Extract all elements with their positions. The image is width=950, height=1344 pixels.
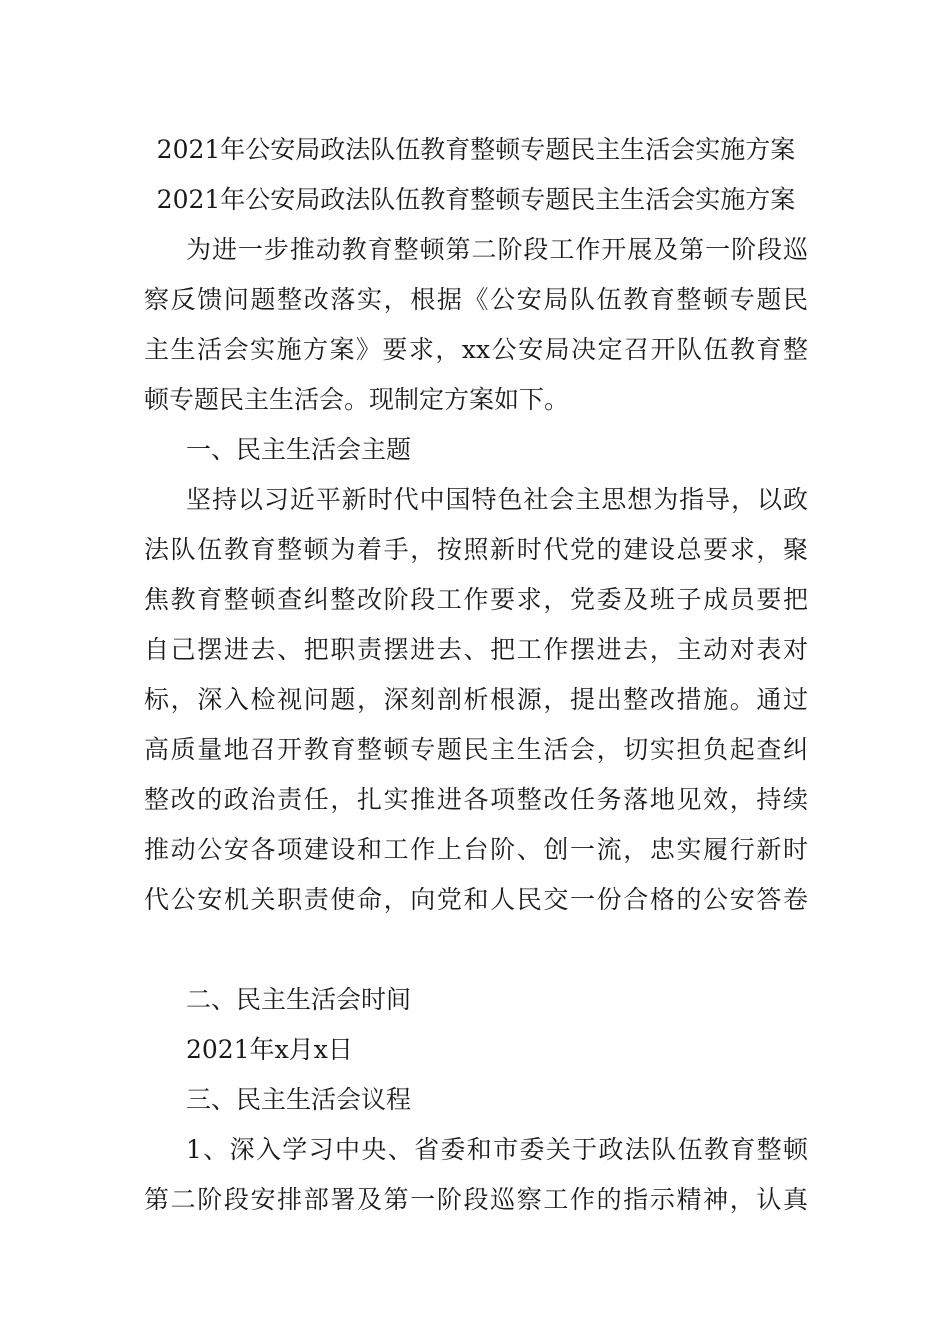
theme-paragraph-line: 高质量地召开教育整顿专题民主生活会，切实担负起查纠 [144,735,808,764]
agenda-line: 第二阶段安排部署及第一阶段巡察工作的指示精神，认真 [144,1185,808,1214]
document-title: 2021年公安局政法队伍教育整顿专题民主生活会实施方案 [156,135,796,164]
theme-paragraph-line: 自己摆进去、把职责摆进去、把工作摆进去，主动对表对 [144,635,808,664]
theme-paragraph-line: 焦教育整顿查纠整改阶段工作要求，党委及班子成员要把 [144,585,808,614]
intro-line: 察反馈问题整改落实，根据《公安局队伍教育整顿专题民 [144,285,808,314]
section-heading-agenda: 三、民主生活会议程 [186,1085,412,1114]
theme-paragraph-line: 标，深入检视问题，深刻剖析根源，提出整改措施。通过 [144,685,808,714]
theme-paragraph-line: 法队伍教育整顿为着手，按照新时代党的建设总要求，聚 [144,535,808,564]
document-body [144,125,808,1225]
meeting-date: 2021年x月x日 [186,1035,353,1064]
section-heading-time: 二、民主生活会时间 [186,985,412,1014]
section-heading-theme: 一、民主生活会主题 [186,435,412,464]
theme-paragraph-line: 整改的政治责任，扎实推进各项整改任务落地见效，持续 [144,785,808,814]
theme-paragraph-line: 推动公安各项建设和工作上台阶、创一流，忠实履行新时 [144,835,808,864]
intro-line: 为进一步推动教育整顿第二阶段工作开展及第一阶段巡 [186,235,808,264]
theme-paragraph-line: 坚持以习近平新时代中国特色社会主思想为指导，以政 [186,485,808,514]
document-title-repeat: 2021年公安局政法队伍教育整顿专题民主生活会实施方案 [156,185,796,214]
intro-line: 顿专题民主生活会。现制定方案如下。 [144,385,570,414]
theme-paragraph-line: 代公安机关职责使命，向党和人民交一份合格的公安答卷 [144,885,808,914]
intro-line: 主生活会实施方案》要求，xx公安局决定召开队伍教育整 [144,335,808,364]
agenda-line: 1、深入学习中央、省委和市委关于政法队伍教育整顿 [186,1135,808,1164]
paragraph-spacer [144,925,808,975]
